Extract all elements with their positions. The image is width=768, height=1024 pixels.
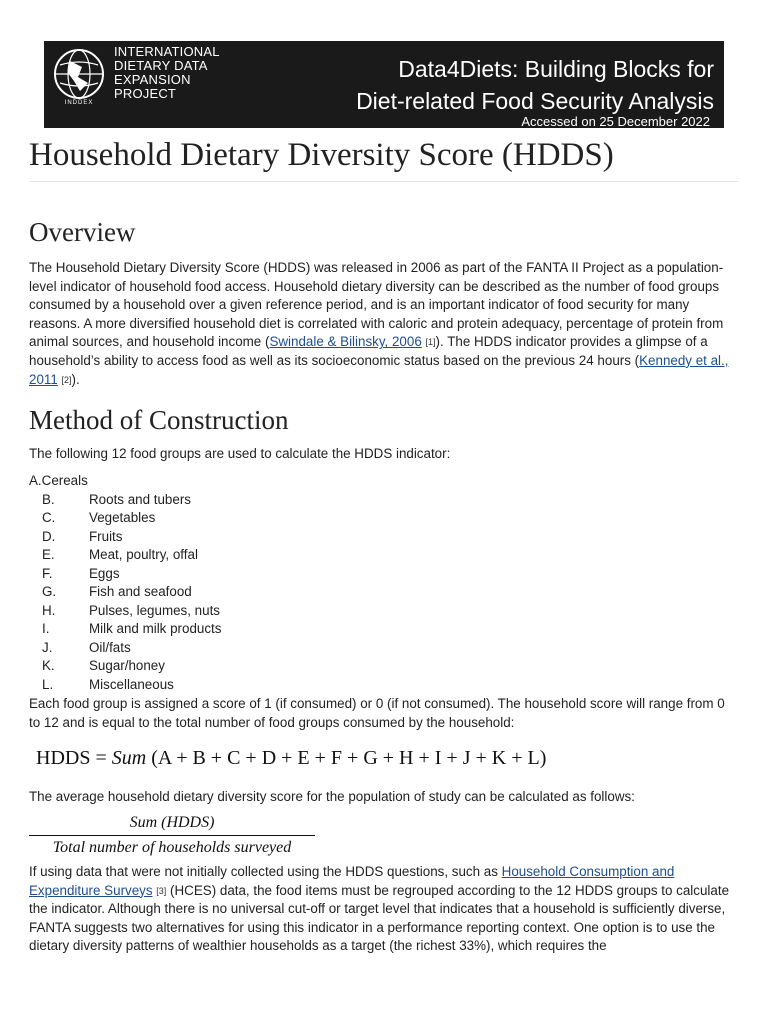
list-label: Oil/fats xyxy=(89,639,131,655)
list-label: Meat, poultry, offal xyxy=(89,547,198,562)
hdds-formula xyxy=(36,745,546,771)
list-item xyxy=(29,657,165,676)
scoring-paragraph: Each food group is assigned a score of 1 (if consumed) or 0 (if not consumed). The household score will range from 0 to 12 and is equal to the total number of food groups consumed by the household: xyxy=(29,696,725,730)
list-label: Roots and tubers xyxy=(89,491,191,507)
food-group-list xyxy=(29,472,222,694)
globe-logo-icon xyxy=(50,47,108,105)
overview-text-1: The Household Dietary Diversity Score (HDDS) was released in 2006 as part of the FANTA II Project as a population-level indicator of household food access. Household dietary diversity can be described as the number of food groups consumed by a household over a given reference period, and is an important indicator of food security for many reasons. A more diversified household diet is correlated with caloric and protein adequacy, percentage of protein from animal sources, and household income ( xyxy=(29,260,724,350)
overview-heading: Overview xyxy=(29,217,136,247)
list-letter: D. xyxy=(42,528,56,544)
list-item xyxy=(29,620,222,639)
reference-link-swindale[interactable]: Swindale & Bilinsky, 2006 xyxy=(269,334,422,350)
org-name: INTERNATIONAL DIETARY DATA EXPANSION PROJECT xyxy=(114,44,220,101)
hces-paragraph xyxy=(29,863,739,956)
list-label: Fish and seafood xyxy=(89,584,192,599)
list-item: A.Cereals xyxy=(29,473,88,488)
list-letter: F. xyxy=(42,565,53,581)
average-paragraph: The average household dietary diversity score for the population of study can be calculated as follows: xyxy=(29,789,635,804)
list-letter: H. xyxy=(42,602,56,618)
list-label: Sugar/honey xyxy=(89,658,165,673)
citation-1[interactable]: [1] xyxy=(425,337,436,348)
list-item xyxy=(29,509,156,528)
reference-link-kennedy[interactable]: Kennedy et al., 2011 xyxy=(29,352,729,387)
list-letter: B. xyxy=(42,491,55,507)
method-intro: The following 12 food groups are used to calculate the HDDS indicator: xyxy=(29,446,451,461)
list-letter: C. xyxy=(42,510,56,525)
fraction-numerator: Sum (HDDS) xyxy=(129,814,215,831)
list-label: Vegetables xyxy=(89,510,156,525)
banner-title: Data4Diets: Building Blocks for Diet-related Food Security Analysis xyxy=(356,56,714,114)
logo-wordmark: INDDEX xyxy=(64,100,94,105)
formula-rhs: (A + B + C + D + E + F + G + H + I + J + K + L) xyxy=(146,747,547,769)
list-label: Pulses, legumes, nuts xyxy=(89,602,220,618)
citation-3[interactable]: [3] xyxy=(156,885,167,896)
overview-text-2: ). The HDDS indicator provides a glimpse of a household’s ability to access food as well as its socioeconomic status based on the previous 24 hours ( xyxy=(29,334,708,368)
fraction-denominator: Total number of households surveyed xyxy=(52,839,292,856)
list-label: Eggs xyxy=(89,565,120,581)
hces-text-1: If using data that were not initially collected using the HDDS questions, such as xyxy=(29,864,502,879)
list-item xyxy=(29,639,131,658)
list-letter: L. xyxy=(42,676,54,692)
list-letter: G. xyxy=(42,584,57,599)
list-label: Miscellaneous xyxy=(89,676,174,692)
list-label: Milk and milk products xyxy=(89,621,222,636)
list-letter: J. xyxy=(42,639,53,655)
list-letter: I. xyxy=(42,621,50,636)
hces-text-2: (HCES) data, the food items must be regrouped according to the 12 HDDS groups to calculate the indicator. Although there is no universal cut-off or target level that indicates that a household is sufficiently diverse, FANTA suggests two alternatives for using this indicator in a performance reporting context. One option is to use the dietary diversity patterns of wealthier households as a target (the richest 33%), which requires the xyxy=(29,882,730,954)
list-letter: E. xyxy=(42,547,55,562)
accessed-date: Accessed on 25 December 2022 xyxy=(521,114,710,129)
average-formula xyxy=(29,813,315,858)
list-item xyxy=(29,565,120,584)
page-title: Household Dietary Diversity Score (HDDS) xyxy=(29,137,614,173)
list-label: Fruits xyxy=(89,528,123,544)
list-item xyxy=(29,491,191,510)
list-item xyxy=(29,676,174,695)
citation-2[interactable]: [2] xyxy=(61,374,72,385)
list-item xyxy=(29,583,192,602)
title-divider xyxy=(29,181,739,182)
list-item xyxy=(29,546,198,565)
formula-lhs: HDDS = xyxy=(36,747,112,769)
overview-text-3: ). xyxy=(71,371,80,387)
list-letter: K. xyxy=(42,658,55,673)
method-heading: Method of Construction xyxy=(29,405,289,435)
reference-link-hces[interactable]: Household Consumption and Expenditure Surveys xyxy=(29,864,675,898)
fraction-bar xyxy=(29,835,315,836)
formula-sum: Sum xyxy=(111,747,147,769)
list-item xyxy=(29,528,123,547)
header-banner xyxy=(44,41,724,128)
list-item xyxy=(29,602,220,621)
overview-paragraph xyxy=(29,259,739,389)
